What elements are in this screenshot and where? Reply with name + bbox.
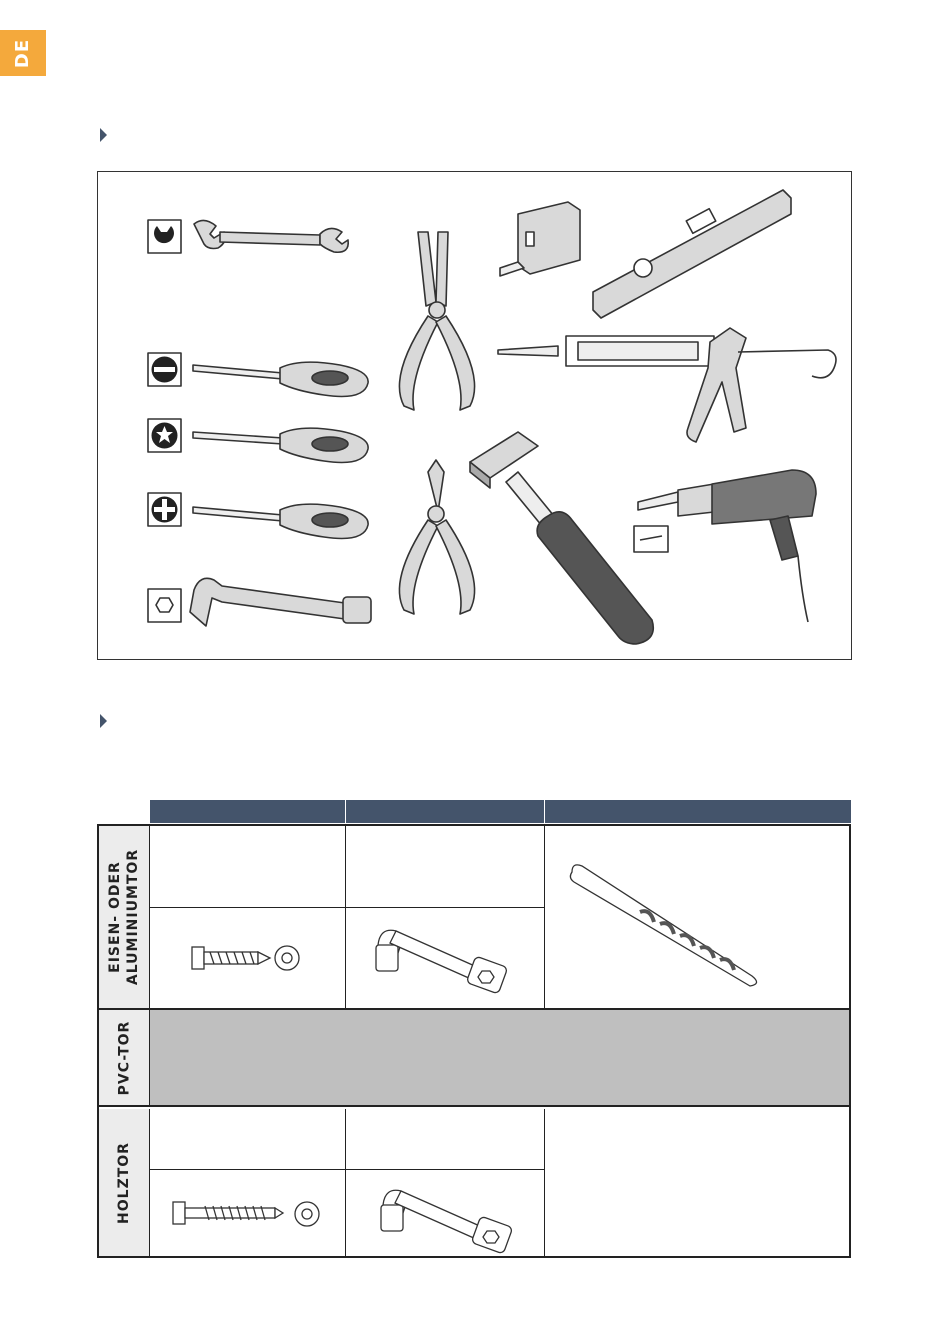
socket-wrench-icon <box>370 915 520 995</box>
table-header-col-2 <box>346 800 544 823</box>
table-header-col-1 <box>150 800 345 823</box>
wrench-icon <box>148 220 348 253</box>
flat-screwdriver-icon <box>148 353 368 397</box>
side-cutter-pliers-icon <box>399 460 474 614</box>
caulking-gun-icon <box>498 328 836 442</box>
row-label-wood-text: HOLZTOR <box>116 1141 133 1224</box>
drill-bit-icon <box>560 850 770 1000</box>
socket-wrench-icon-wood <box>375 1175 525 1255</box>
spirit-level-icon <box>593 190 791 318</box>
wood-screw-icon <box>165 1192 325 1237</box>
self-drilling-screw-icon <box>180 935 310 980</box>
table-header-col-3 <box>545 800 851 823</box>
row-pvc <box>99 1008 849 1107</box>
language-tab-label: DE <box>12 38 34 68</box>
row-label-metal <box>99 826 150 1008</box>
row-label-pvc-text: PVC-TOR <box>116 1020 132 1095</box>
tape-measure-icon <box>500 202 580 276</box>
phillips-screwdriver-icon <box>148 493 368 539</box>
section-bullet-table <box>100 714 107 728</box>
torx-screwdriver-icon <box>148 419 368 463</box>
tools-drawing <box>98 172 853 661</box>
electric-drill-icon <box>634 470 816 622</box>
row-label-wood <box>99 1109 150 1256</box>
row-label-metal-line1: EISEN- ODER <box>107 861 124 973</box>
socket-wrench-icon <box>148 578 371 626</box>
wire-stripper-icon <box>399 232 474 410</box>
section-bullet-tools <box>100 128 107 142</box>
tools-illustration <box>97 171 852 660</box>
row-label-pvc <box>99 1010 150 1105</box>
row-label-metal-line2: ALUMINIUMTOR <box>125 848 142 986</box>
language-tab <box>0 30 46 76</box>
hammer-icon <box>470 432 653 644</box>
